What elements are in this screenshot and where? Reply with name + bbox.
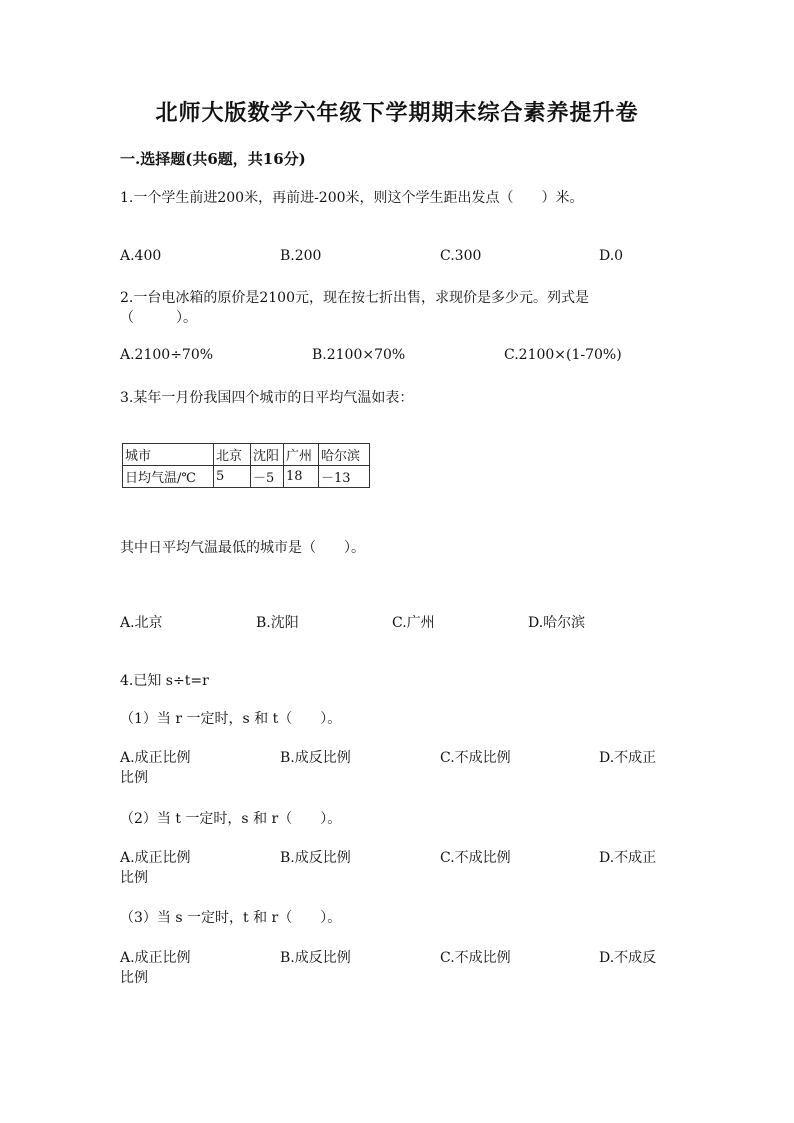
q1-option-a: A.400 [120, 248, 162, 264]
table-row [123, 466, 370, 488]
question-3-question: 其中日平均气温最低的城市是（ ）。 [120, 540, 365, 556]
q4-sub3-option-d-wrap: 比例 [120, 970, 148, 986]
table-cell: －13 [319, 466, 370, 488]
table-cell: 北京 [214, 444, 251, 466]
q1-option-b: B.200 [280, 248, 322, 264]
q1-option-d: D.0 [599, 248, 624, 264]
page-title: 北师大版数学六年级下学期期末综合素养提升卷 [155, 100, 639, 126]
q4-sub3-option-b: B.成反比例 [280, 950, 351, 966]
table-header-row [123, 444, 370, 466]
q4-sub2-option-d: D.不成正 [599, 850, 657, 866]
table-cell: 沈阳 [251, 444, 284, 466]
table-cell: 日均气温/℃ [123, 466, 214, 488]
table-cell: 哈尔滨 [319, 444, 370, 466]
table-cell: 18 [284, 466, 319, 488]
section-heading: 一.选择题(共6题，共16分) [120, 150, 306, 168]
q4-sub1-text: （1）当 r 一定时，s 和 t（ ）。 [120, 711, 342, 727]
q2-option-c: C.2100×(1-70%) [504, 347, 622, 363]
q4-sub3-option-c: C.不成比例 [440, 950, 511, 966]
q4-sub2-option-d-wrap: 比例 [120, 870, 148, 886]
table-cell: 城市 [123, 444, 214, 466]
q3-option-b: B.沈阳 [256, 615, 299, 631]
q4-sub1-option-c: C.不成比例 [440, 750, 511, 766]
question-4-text: 4.已知 s÷t=r [120, 673, 209, 689]
question-1-text: 1.一个学生前进200米，再前进-200米，则这个学生距出发点（ ）米。 [120, 190, 584, 206]
question-2-text-line2: （ ）。 [120, 310, 197, 326]
q3-option-c: C.广州 [392, 615, 435, 631]
q4-sub3-option-d: D.不成反 [599, 950, 657, 966]
q4-sub3-text: （3）当 s 一定时，t 和 r（ ）。 [120, 910, 342, 926]
q2-option-a: A.2100÷70% [120, 347, 214, 363]
q1-option-c: C.300 [440, 248, 482, 264]
q4-sub3-option-a: A.成正比例 [120, 950, 191, 966]
q4-sub2-text: （2）当 t 一定时，s 和 r（ ）。 [120, 811, 342, 827]
q4-sub1-option-a: A.成正比例 [120, 750, 191, 766]
q3-option-a: A.北京 [120, 615, 163, 631]
table-cell: 广州 [284, 444, 319, 466]
table-cell: －5 [251, 466, 284, 488]
q4-sub2-option-b: B.成反比例 [280, 850, 351, 866]
q4-sub2-option-a: A.成正比例 [120, 850, 191, 866]
question-3-text: 3.某年一月份我国四个城市的日平均气温如表： [120, 390, 414, 406]
q4-sub1-option-d: D.不成正 [599, 750, 657, 766]
table-cell: 5 [214, 466, 251, 488]
q3-option-d: D.哈尔滨 [528, 615, 586, 631]
q2-option-b: B.2100×70% [312, 347, 406, 363]
question-2-text-line1: 2.一台电冰箱的原价是2100元，现在按七折出售，求现价是多少元。列式是 [120, 290, 589, 306]
q4-sub1-option-d-wrap: 比例 [120, 770, 148, 786]
q4-sub1-option-b: B.成反比例 [280, 750, 351, 766]
q4-sub2-option-c: C.不成比例 [440, 850, 511, 866]
temperature-table [122, 443, 370, 488]
